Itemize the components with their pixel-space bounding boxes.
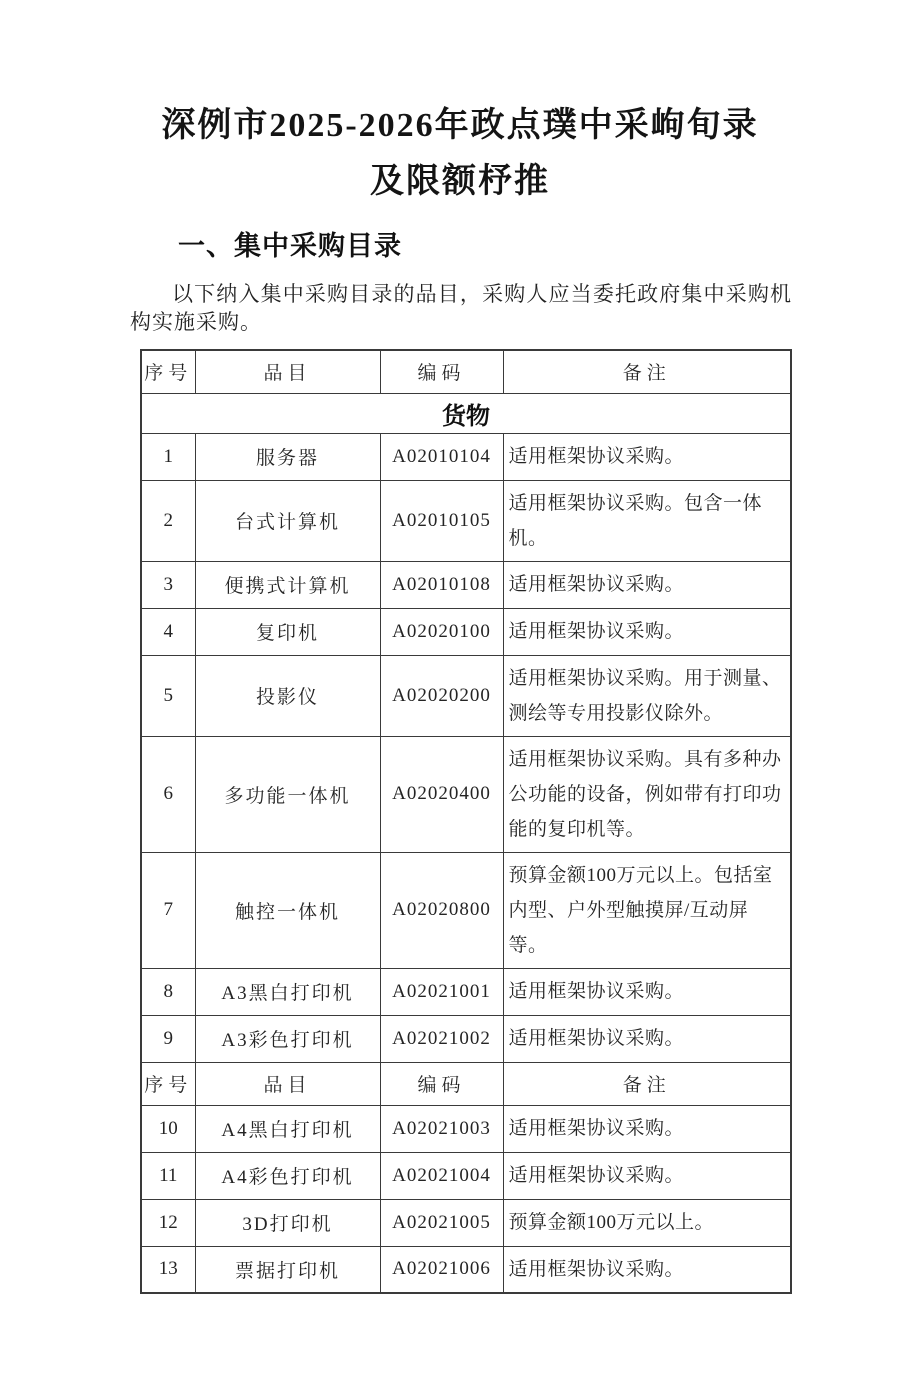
cell-remark: 适用框架协议采购。包含一体机。	[503, 480, 791, 561]
cell-item-name: A3彩色打印机	[195, 1015, 380, 1062]
cell-item-name: 复印机	[195, 608, 380, 655]
table-row	[141, 1015, 791, 1062]
cell-item-code: A02010105	[380, 480, 503, 561]
cell-serial-number: 5	[141, 655, 195, 736]
cell-item-name: A3黑白打印机	[195, 968, 380, 1015]
category-row-label: 货物	[141, 393, 791, 433]
cell-item-code: A02021006	[380, 1246, 503, 1293]
cell-remark: 适用框架协议采购。	[503, 1105, 791, 1152]
cell-item-code: A02021004	[380, 1152, 503, 1199]
cell-item-name: 3D打印机	[195, 1199, 380, 1246]
cell-remark: 预算金额100万元以上。包括室内型、户外型触摸屏/互动屏等。	[503, 852, 791, 968]
cell-item-code: A02010104	[380, 433, 503, 480]
document-page	[0, 98, 920, 1399]
table-row	[141, 655, 791, 736]
table-row	[141, 1246, 791, 1293]
cell-serial-number: 7	[141, 852, 195, 968]
cell-item-name: 多功能一体机	[195, 736, 380, 852]
table-row	[141, 1105, 791, 1152]
cell-item-name: 投影仪	[195, 655, 380, 736]
table-row	[141, 608, 791, 655]
table-header-row	[141, 350, 791, 393]
document-title-line2: 及限额杼推	[370, 163, 550, 200]
column-header-code: 编码	[380, 1062, 503, 1105]
cell-serial-number: 4	[141, 608, 195, 655]
cell-serial-number: 6	[141, 736, 195, 852]
cell-item-code: A02021005	[380, 1199, 503, 1246]
cell-item-code: A02021003	[380, 1105, 503, 1152]
cell-item-name: A4黑白打印机	[195, 1105, 380, 1152]
cell-item-name: 票据打印机	[195, 1246, 380, 1293]
cell-remark: 适用框架协议采购。	[503, 1246, 791, 1293]
cell-remark: 适用框架协议采购。	[503, 433, 791, 480]
column-header-item: 品目	[195, 350, 380, 393]
intro-paragraph: 以下纳入集中采购目录的品目，采购人应当委托政府集中采购机构实施采购。	[130, 282, 792, 334]
cell-item-code: A02021001	[380, 968, 503, 1015]
table-row	[141, 736, 791, 852]
document-title-line1: 深例市2025-2026年政点璞中采岣旬录	[161, 107, 759, 144]
cell-item-name: 服务器	[195, 433, 380, 480]
table-row	[141, 561, 791, 608]
table-row	[141, 480, 791, 561]
table-row	[141, 1199, 791, 1246]
table-row	[141, 968, 791, 1015]
cell-item-code: A02020800	[380, 852, 503, 968]
column-header-note: 备注	[503, 1062, 791, 1105]
table-row	[141, 1152, 791, 1199]
cell-serial-number: 9	[141, 1015, 195, 1062]
cell-item-code: A02020400	[380, 736, 503, 852]
cell-item-name: 便携式计算机	[195, 561, 380, 608]
column-header-no: 序号	[141, 350, 195, 393]
cell-serial-number: 11	[141, 1152, 195, 1199]
cell-item-name: 台式计算机	[195, 480, 380, 561]
cell-remark: 适用框架协议采购。	[503, 561, 791, 608]
cell-remark: 适用框架协议采购。	[503, 1152, 791, 1199]
table-row	[141, 433, 791, 480]
cell-serial-number: 1	[141, 433, 195, 480]
cell-serial-number: 2	[141, 480, 195, 561]
cell-serial-number: 12	[141, 1199, 195, 1246]
cell-item-code: A02020100	[380, 608, 503, 655]
cell-remark: 适用框架协议采购。	[503, 1015, 791, 1062]
column-header-code: 编码	[380, 350, 503, 393]
table-header-row	[141, 1062, 791, 1105]
cell-item-name: A4彩色打印机	[195, 1152, 380, 1199]
cell-serial-number: 10	[141, 1105, 195, 1152]
table-row	[141, 852, 791, 968]
cell-item-code: A02020200	[380, 655, 503, 736]
document-title	[0, 98, 920, 210]
column-header-item: 品目	[195, 1062, 380, 1105]
cell-serial-number: 8	[141, 968, 195, 1015]
cell-remark: 适用框架协议采购。	[503, 608, 791, 655]
cell-item-name: 触控一体机	[195, 852, 380, 968]
cell-serial-number: 3	[141, 561, 195, 608]
category-row	[141, 393, 791, 433]
section-heading: 一、集中采购目录	[178, 231, 402, 261]
cell-item-code: A02010108	[380, 561, 503, 608]
cell-item-code: A02021002	[380, 1015, 503, 1062]
column-header-note: 备注	[503, 350, 791, 393]
column-header-no: 序号	[141, 1062, 195, 1105]
cell-remark: 预算金额100万元以上。	[503, 1199, 791, 1246]
cell-remark: 适用框架协议采购。	[503, 968, 791, 1015]
cell-serial-number: 13	[141, 1246, 195, 1293]
catalog-table-body	[141, 350, 791, 1293]
cell-remark: 适用框架协议采购。用于测量、测绘等专用投影仪除外。	[503, 655, 791, 736]
procurement-catalog-table	[140, 349, 792, 1294]
cell-remark: 适用框架协议采购。具有多种办公功能的设备，例如带有打印功能的复印机等。	[503, 736, 791, 852]
